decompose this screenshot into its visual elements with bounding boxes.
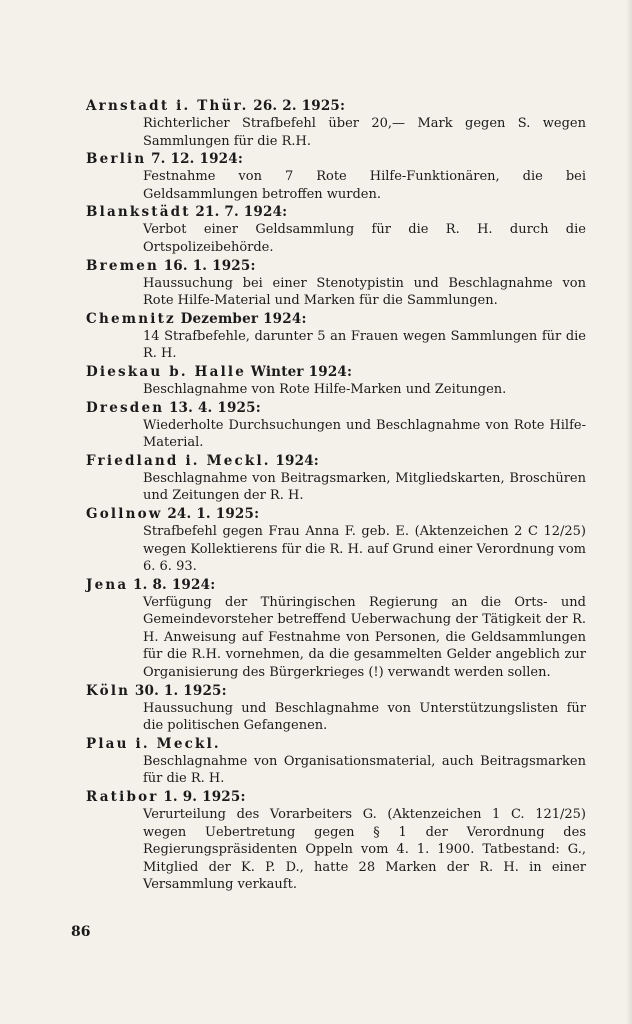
entry-text: Festnahme von 7 Rote Hilfe-Funktionären, die bei Geldsammlungen betroffen wurden. — [143, 169, 586, 202]
entry-text: Beschlagnahme von Rote Hilfe-Marken und Zeitungen. — [143, 381, 507, 397]
entry-heading — [86, 735, 586, 753]
entry-bremen — [86, 257, 586, 310]
entry-text: Verfügung der Thüringischen Regierung an die Orts- und Gemeindevorsteher betreffend Ueberwachung der Tätigkeit der R. H. Anweisung auf Festnahme von Personen, die Geldsammlungen für die R.H. vornehmen, da die gesammelten Gelder angeblich zur Organisierung des Bürgerkrieges (!) verwandt werden sollen. — [143, 594, 586, 681]
entry-date: Winter 1924: — [250, 363, 353, 380]
entry-date: 26. 2. 1925: — [253, 98, 346, 114]
entry-heading — [86, 203, 586, 221]
entry-place: Köln — [86, 682, 131, 699]
entry-text: Haussuchung und Beschlagnahme von Unterstützungslisten für die politischen Gefangenen. — [143, 700, 586, 734]
entry-heading — [86, 257, 586, 275]
entry-place: Blankstädt — [86, 204, 191, 221]
entry-arnstadt — [86, 97, 586, 150]
entry-date: 1. 9. 1925: — [163, 789, 246, 806]
entry-heading — [86, 97, 586, 115]
entry-heading — [86, 150, 586, 168]
entry-friedland — [86, 452, 586, 505]
entry-date: 30. 1. 1925: — [134, 682, 227, 699]
entry-place: Ratibor — [86, 789, 159, 806]
entry-text: Richterlicher Strafbefehl über 20,— Mark gegen S. wegen Sammlungen für die R.H. — [143, 116, 586, 149]
entry-jena — [86, 576, 586, 682]
entry-dieskau — [86, 363, 586, 399]
entry-place: Arnstadt i. Thür. — [86, 98, 249, 114]
entry-date: 21. 7. 1924: — [195, 204, 288, 221]
entry-chemnitz — [86, 310, 586, 363]
entry-place: Jena — [86, 576, 129, 593]
entry-text: Strafbefehl gegen Frau Anna F. geb. E. (Aktenzeichen 2 C 12/25) wegen Kollektierens für die R. H. auf Grund einer Verordnung vom 6. 6. 93. — [143, 523, 586, 575]
entry-heading — [86, 452, 586, 470]
page-edge — [626, 0, 632, 1024]
entry-date: 24. 1. 1925: — [167, 505, 260, 522]
entry-text: Haussuchung bei einer Stenotypistin und Beschlagnahme von Rote Hilfe-Material und Marken für die Sammlungen. — [143, 275, 586, 309]
entry-blankstaedt — [86, 203, 586, 256]
entries-list — [86, 97, 586, 894]
entry-date: 13. 4. 1925: — [168, 399, 261, 416]
entry-text: Verurteilung des Vorarbeiters G. (Aktenzeichen 1 C. 121/25) wegen Uebertretung gegen § 1 der Verordnung des Regierungspräsidenten Oppeln vom 4. 1. 1900. Tatbestand: G., Mitglied der K. P. D., hatte 28 Marken der R. H. in einer Versammlung verkauft. — [143, 807, 586, 893]
entry-text: 14 Strafbefehle, darunter 5 an Frauen wegen Sammlungen für die R. H. — [143, 328, 586, 362]
entry-heading — [86, 576, 586, 594]
entry-place: Gollnow — [86, 505, 163, 522]
entry-date: Dezember 1924: — [180, 310, 307, 327]
entry-heading — [86, 399, 586, 417]
entry-heading — [86, 682, 586, 700]
entry-text: Beschlagnahme von Beitragsmarken, Mitgliedskarten, Broschüren und Zeitungen der R. H. — [143, 470, 586, 504]
entry-dresden — [86, 399, 586, 452]
entry-date: 1924: — [275, 452, 319, 469]
entry-plau — [86, 735, 586, 788]
entry-place: Bremen — [86, 257, 160, 274]
entry-date: 7. 12. 1924: — [151, 151, 244, 168]
entry-heading — [86, 788, 586, 806]
entry-koeln — [86, 682, 586, 735]
entry-text: Verbot einer Geldsammlung für die R. H. durch die Ortspolizeibehörde. — [143, 222, 586, 255]
entry-place: Berlin — [86, 151, 147, 168]
entry-place: Plau i. Meckl. — [86, 735, 221, 752]
entry-heading — [86, 505, 586, 523]
entry-gollnow — [86, 505, 586, 576]
entry-place: Dieskau b. Halle — [86, 363, 247, 380]
entry-place: Friedland i. Meckl. — [86, 452, 271, 469]
entry-place: Chemnitz — [86, 310, 176, 327]
entry-heading — [86, 310, 586, 328]
entry-text: Wiederholte Durchsuchungen und Beschlagnahme von Rote Hilfe-Material. — [143, 417, 586, 451]
entry-date: 1. 8. 1924: — [133, 576, 216, 593]
page-number: 86 — [71, 924, 91, 940]
entry-date: 16. 1. 1925: — [163, 257, 256, 274]
entry-heading — [86, 363, 586, 381]
entry-berlin — [86, 150, 586, 203]
entry-ratibor — [86, 788, 586, 894]
entry-text: Beschlagnahme von Organisationsmaterial, auch Beitragsmarken für die R. H. — [143, 753, 586, 787]
entry-place: Dresden — [86, 399, 165, 416]
